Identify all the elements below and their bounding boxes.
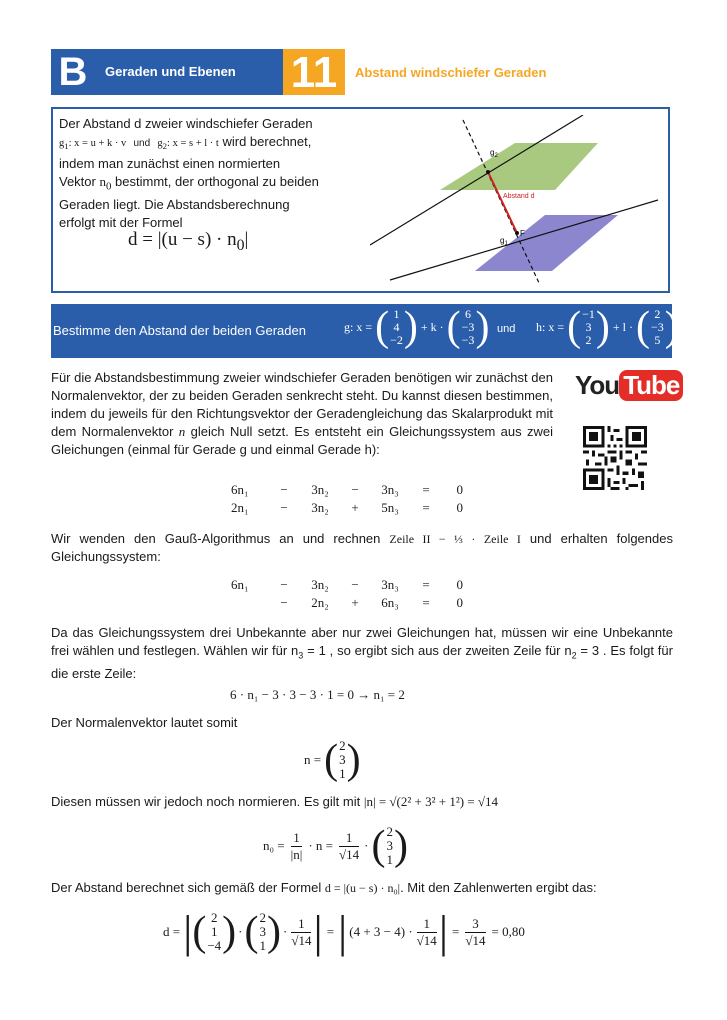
n1-equation: 6 · n₁ − 3 · 3 − 3 · 1 = 0 → n₁ = 2	[230, 687, 405, 702]
system1-row1: 6n₁ − 3n₂ − 3n₃ = 0	[231, 482, 463, 497]
g1-equation: $g_1$: x = u + k · v	[59, 137, 127, 151]
youtube-logo[interactable]	[575, 370, 683, 401]
intro-line1: Der Abstand d zweier windschiefer Geraden	[59, 116, 313, 131]
task-und: und	[497, 323, 516, 335]
intro-line6: erfolgt mit der Formel	[59, 214, 183, 230]
chapter-title: Abstand windschiefer Geraden	[355, 65, 547, 80]
task-prompt: Bestimme den Abstand der beiden Geraden	[53, 323, 306, 338]
norm-formula: |n| = √(2² + 3² + 1²) = √14	[363, 794, 499, 809]
right-angle-mark	[506, 227, 512, 239]
intro-line4-post: bestimmt, der orthogonal zu beiden	[115, 173, 319, 189]
task-h-equation: h: x = ( −1 3 2 ) + l · ( 2 −3 5 ) .	[536, 304, 686, 350]
section-letter: B	[51, 49, 95, 95]
label-g2: $g_2$	[490, 148, 498, 159]
intro-text	[59, 115, 344, 231]
g2-equation: $g_2$: x = s + l · t	[157, 137, 219, 151]
n-vector-inline: n	[178, 424, 186, 439]
intro-line3: indem man zunächst einen normierten	[59, 156, 281, 172]
qr-code[interactable]	[583, 426, 647, 490]
foot-point-g2	[486, 170, 490, 174]
skew-lines-figure	[370, 115, 665, 287]
foot-point-f	[515, 231, 519, 235]
label-abstand: Abstand d	[503, 193, 535, 200]
normal-vector: n = ( 2 3 1 )	[304, 737, 361, 783]
equation-system-2	[230, 576, 464, 612]
intro-line4-pre: Vektor	[59, 173, 96, 189]
system2-row2: − 2n₂ + 6n₃ = 0	[280, 595, 463, 610]
system1-row2: 2n₁ − 3n₂ + 5n₃ = 0	[231, 500, 463, 515]
paragraph-3: Da das Gleichungssystem drei Unbekannte aber nur zwei Gleichungen hat, müssen wir eine Unbekannte frei wählen und festlegen. Wählen wir für $n_3 = 1$ , so ergibt sich aus der zweiten Zeile für $n_2 = 3$ . Es folgt für die erste Zeile:	[51, 625, 673, 681]
final-distance-equation: d = | ( 2 1 −4 ) · ( 2 3 1 ) · 1 √14 | = | (4 + 3 − 4) · 1 √14 | = 3 √14 = 0,80	[163, 906, 525, 957]
gauss-step-formula: Zeile II − ⅓ · Zeile I	[389, 532, 521, 546]
distance-formula-inline: d = |(u − s) · n₀|	[324, 881, 401, 895]
n0-equation: n₀ = 1 |n| · n = 1 √14 · ( 2 3 1 )	[263, 823, 408, 869]
paragraph-4: Der Normalenvektor lautet somit	[51, 715, 238, 730]
intro-line5: Geraden liegt. Die Abstandsberechnung	[59, 197, 290, 213]
paragraph-1: Für die Abstandsbestimmung zweier windschiefer Geraden benötigen wir zunächst den Normalenvektor, der zu beiden Geraden senkrecht steht. Du kannst diesen bestimmen, indem du jeweils für den Richtungsvektor der Geradengleichung das Skalarprodukt mit dem Normalenvektor n gleich Null setzt. Es entsteht ein Gleichungssystem aus zwei Gleichungen (einmal für Gerade g und einmal Gerade h):	[51, 370, 553, 457]
youtube-tube: Tube	[619, 370, 683, 401]
youtube-you: You	[575, 370, 620, 400]
section-title: Geraden und Ebenen	[105, 64, 236, 79]
intro-und: und	[133, 137, 151, 149]
paragraph-2: Wir wenden den Gauß-Algorithmus an und rechnen Zeile II − ⅓ · Zeile I und erhalten folgendes Gleichungssystem:	[51, 531, 673, 564]
system2-row1: 6n₁ − 3n₂ − 3n₃ = 0	[231, 577, 463, 592]
distance-formula: $d = |(u - s) \cdot n_0|$	[128, 229, 249, 254]
chapter-number: 11	[283, 49, 345, 95]
label-g1: $g_1$	[500, 236, 508, 247]
equation-system-1	[230, 481, 464, 517]
upper-plane	[440, 143, 598, 190]
paragraph-5: Diesen müssen wir jedoch noch normieren. Es gilt mit |n| = √(2² + 3² + 1²) = √14	[51, 794, 499, 809]
lower-plane	[475, 215, 618, 271]
n0-vector: $n_0$	[99, 173, 112, 193]
task-g-equation: g: x = ( 1 4 −2 ) + k · ( 6 −3 −3 )	[344, 304, 490, 350]
label-f: F	[520, 229, 525, 238]
paragraph-6: Der Abstand berechnet sich gemäß der Formel d = |(u − s) · n₀|. Mit den Zahlenwerten ergibt das:	[51, 880, 597, 895]
intro-line2: wird berechnet,	[222, 133, 312, 149]
